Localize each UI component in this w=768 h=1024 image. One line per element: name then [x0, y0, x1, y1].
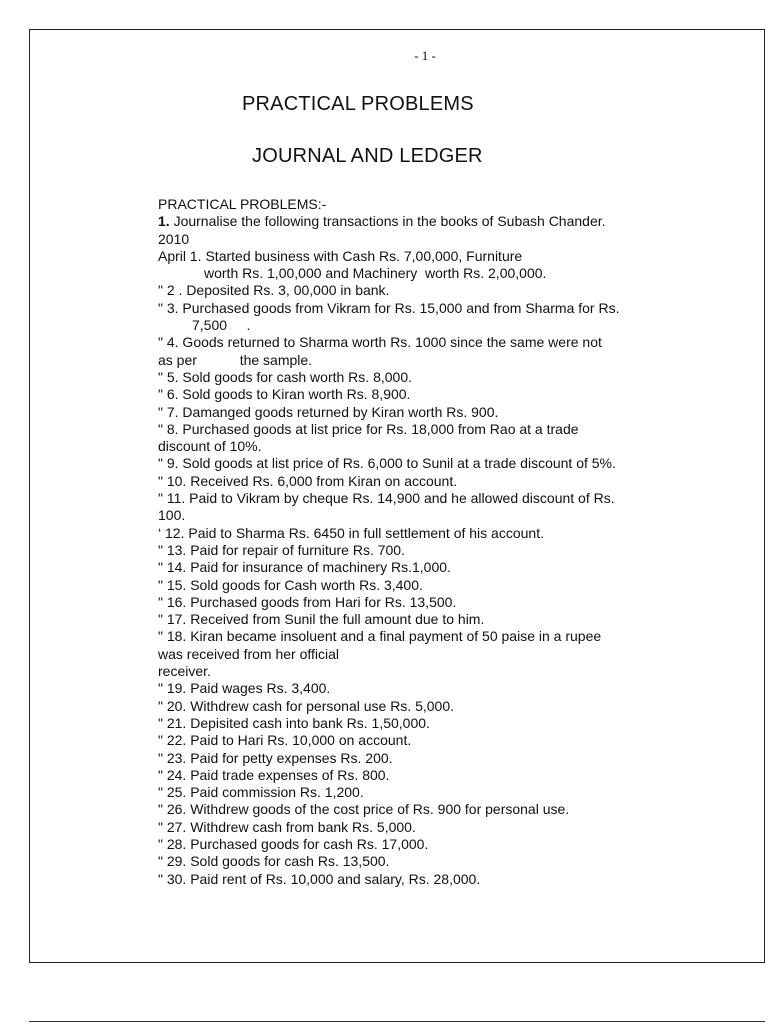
question-number: 1.: [158, 213, 170, 230]
transaction-line: " 17. Received from Sunil the full amount due to him.: [158, 611, 485, 628]
page-number: - 1 -: [414, 48, 436, 63]
question-text: Journalise the following transactions in the books of Subash Chander.: [169, 213, 606, 230]
transaction-line: " 27. Withdrew cash from bank Rs. 5,000.: [158, 818, 416, 835]
transaction-line: as per the sample.: [158, 351, 313, 368]
transaction-line: " 30. Paid rent of Rs. 10,000 and salary, Rs. 28,000.: [158, 870, 481, 887]
transaction-line: " 7. Damanged goods returned by Kiran worth Rs. 900.: [158, 403, 499, 420]
transaction-line: " 16. Purchased goods from Hari for Rs. 13,500.: [158, 593, 457, 610]
transaction-line: " 25. Paid commission Rs. 1,200.: [158, 784, 364, 801]
transaction-line: " 2 . Deposited Rs. 3, 00,000 in bank.: [158, 282, 390, 299]
transaction-line: " 6. Sold goods to Kiran worth Rs. 8,900.: [158, 386, 411, 403]
year-line: 2010: [158, 230, 190, 247]
transaction-line: " 3. Purchased goods from Vikram for Rs. 15,000 and from Sharma for Rs.: [158, 299, 620, 316]
transaction-line: " 5. Sold goods for cash worth Rs. 8,000.: [158, 368, 412, 385]
transaction-line: " 4. Goods returned to Sharma worth Rs. 1000 since the same were not: [158, 334, 602, 351]
transaction-line: " 28. Purchased goods for cash Rs. 17,000.: [158, 835, 429, 852]
transaction-line: was received from her official: [158, 645, 340, 662]
page-frame: [29, 29, 765, 963]
transaction-line: ‘ 12. Paid to Sharma Rs. 6450 in full settlement of his account.: [158, 524, 544, 541]
transaction-line: " 10. Received Rs. 6,000 from Kiran on account.: [158, 472, 458, 489]
footer-rule: [29, 1021, 765, 1022]
transaction-line: " 22. Paid to Hari Rs. 10,000 on account.: [158, 732, 412, 749]
transaction-line: 100.: [158, 507, 186, 524]
sub-title: JOURNAL AND LEDGER: [252, 145, 483, 167]
transaction-line: " 24. Paid trade expenses of Rs. 800.: [158, 766, 390, 783]
question-line: [158, 213, 688, 230]
transaction-line: " 21. Depisited cash into bank Rs. 1,50,000.: [158, 714, 430, 731]
transaction-line: " 26. Withdrew goods of the cost price of Rs. 900 for personal use.: [158, 801, 570, 818]
transaction-line: 7,500 .: [192, 317, 251, 334]
transaction-line: " 23. Paid for petty expenses Rs. 200.: [158, 749, 393, 766]
transaction-line: " 9. Sold goods at list price of Rs. 6,000 to Sunil at a trade discount of 5%.: [158, 455, 616, 472]
transaction-line: " 8. Purchased goods at list price for Rs. 18,000 from Rao at a trade: [158, 420, 579, 437]
transaction-line: " 20. Withdrew cash for personal use Rs. 5,000.: [158, 697, 455, 714]
transaction-line: discount of 10%.: [158, 438, 262, 455]
problem-body: [158, 196, 688, 888]
main-title: PRACTICAL PROBLEMS: [242, 93, 474, 115]
section-heading: PRACTICAL PROBLEMS:-: [158, 196, 327, 212]
transaction-line: " 29. Sold goods for cash Rs. 13,500.: [158, 853, 390, 870]
transaction-line: " 11. Paid to Vikram by cheque Rs. 14,900 and he allowed discount of Rs.: [158, 490, 615, 507]
transaction-line: receiver.: [158, 663, 211, 680]
transaction-line: " 15. Sold goods for Cash worth Rs. 3,400.: [158, 576, 423, 593]
transaction-line: " 14. Paid for insurance of machinery Rs.1,000.: [158, 559, 451, 576]
transaction-line: " 18. Kiran became insoluent and a final payment of 50 paise in a rupee: [158, 628, 602, 645]
transaction-line: worth Rs. 1,00,000 and Machinery worth Rs. 2,00,000.: [204, 265, 547, 282]
transaction-line: " 13. Paid for repair of furniture Rs. 700.: [158, 541, 405, 558]
transaction-line: April 1. Started business with Cash Rs. 7,00,000, Furniture: [158, 247, 523, 264]
transaction-line: " 19. Paid wages Rs. 3,400.: [158, 680, 331, 697]
